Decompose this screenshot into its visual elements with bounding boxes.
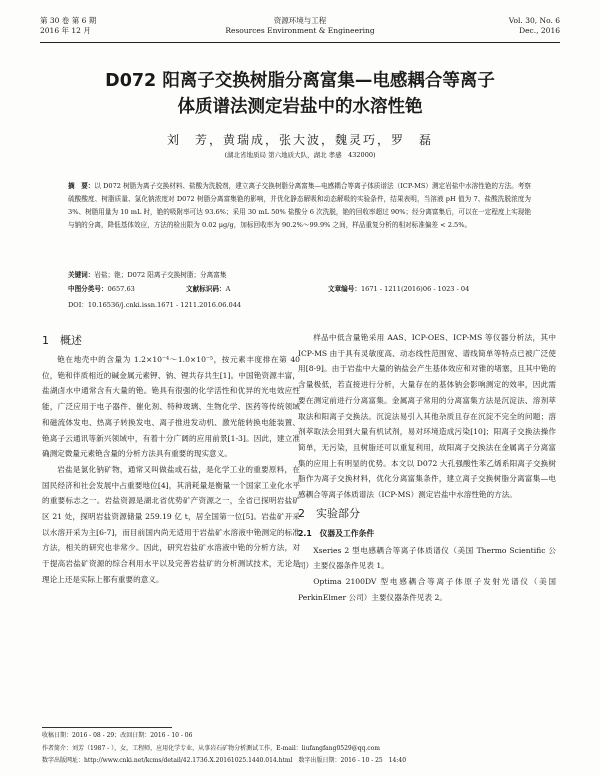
article-no-value: 1671 - 1211(2016)06 - 1023 - 04	[360, 285, 470, 293]
affiliation: (湖北省地质局 第六地质大队，湖北 孝感 432000)	[224, 151, 376, 159]
section-1-heading: 1 概述	[42, 334, 82, 347]
journal-name-en: Resources Environment & Engineering	[225, 26, 375, 35]
right-column	[298, 330, 556, 606]
issue-date-en: Dec., 2016	[519, 26, 560, 35]
digital-publication: 数字出版网址：http://www.cnki.net/kcms/detail/42.1736.X.20161025.1440.014.html 数字出版日期：2016 - 10 - 25 14:40	[42, 757, 407, 765]
section-1-paragraph-2: 岩盐是氯化钠矿物，通常又叫做盐或石盐，是化学工业的重要原料，在国民经济和社会发展中占重要地位[4]，其消耗量是衡量一个国家工业化水平的重要标志之一。岩盐资源是湖北省优势矿产资源之一，全省已探明岩盐矿区 21 处，探明岩盐资源储量 259.19 亿 t，居全国第一位[5]。岩盐矿开采以水溶开采为主[6-7]，而目前国内尚无适用于岩盐矿水溶液中铯测定的标准方法，相关的研究也非常少。因此，研究岩盐矿水溶液中铯的分析方法，对于提高岩盐矿资源的综合利用水平以及完善岩盐矿的分析测试技术，无论是理论上还是实际上都有重要的意义。	[42, 464, 300, 584]
section-2-paragraph-2: Optima 2100DV 型电感耦合等离子体原子发射光谱仪（美国 PerkinElmer 公司）主要仪器条件见表 2。	[298, 577, 556, 602]
clc-value: 0657.63	[107, 285, 135, 293]
title-line-2: 体质谱法测定岩盐中的水溶性铯	[177, 97, 423, 117]
abstract-text: 以 D072 树脂为离子交换材料、盐酸为洗脱剂，建立离子交换树脂分离富集—电感耦合等离子体质谱法（ICP-MS）测定岩盐中水溶性铯的方法。考察硫酸酸度、树脂质量、氯化钠浓度对 D072 树脂分离富集铯的影响，并优化静态解吸和动态解吸的实验条件，结果表明，当溶液 pH 值为 7、盐酸洗脱浓度为 3%、树脂用量为 10 mL 时，铯的吸附率可达 93.6%；采用 30 mL 50% 盐酸分 6 次洗脱，铯的回收率超过 90%；经分离富集后，可以在一定程度上实现铯与钠的分离，降低基体效应，方法的检出限为 0.02 μg/g，加标回收率为 90.2%～99.9% 之间，样品重复分析的相对标准偏差 < 2.5%。	[68, 182, 531, 229]
journal-name-cn: 资源环境与工程	[273, 16, 327, 25]
section-2-paragraph-1: Xseries 2 型电感耦合等离子体质谱仪（美国 Thermo Scientific 公司）主要仪器条件见表 1。	[298, 545, 556, 571]
abstract-label: 摘 要：	[68, 182, 95, 190]
keywords	[68, 269, 531, 281]
doi-label: DOI：	[68, 301, 88, 309]
article-no-label: 文章编号：	[328, 285, 361, 293]
section-2-1-heading: 2.1 仪器及工作条件	[298, 528, 375, 538]
volume-issue: 第 30 卷 第 6 期	[40, 16, 97, 25]
footnote-rule	[42, 727, 172, 728]
doc-code-value: A	[225, 285, 231, 293]
doi	[68, 299, 241, 309]
left-column	[42, 330, 300, 588]
footnotes	[42, 730, 558, 768]
doc-code-label: 文献标识码：	[186, 285, 226, 293]
document-code	[186, 283, 230, 295]
section-1-paragraph-1: 铯在地壳中的含量为 1.2×10⁻⁴～1.0×10⁻⁵，按元素丰度排在第 40 位，铯和伴质相近的碱金属元素钾、钠、锂共存共生[1]。中国铯资源丰富，盐湖卤水中通常含有大量的铯。铯具有很强的化学活性和优异的光电效应性能，广泛应用于电子器件、催化剂、特种玻璃、生物化学、医药等传统领域和磁流体发电、热离子转换发电、离子推进发动机、激光能转换电能装置、铯离子云通讯等新兴领域中，有着十分广阔的应用前景[1-3]。因此，建立准确测定微量元素铯含量的分析方法具有重要的现实意义。	[42, 355, 300, 459]
section-2-heading: 2 实验部分	[298, 506, 360, 520]
section-1-paragraph-3: 样品中低含量铯采用 AAS、ICP-OES、ICP-MS 等仪器分析法，其中 ICP-MS 由于具有灵敏度高、动态线性范围宽、谱线简单等特点已被广泛使用[8-9]。由于岩盐中大量的钠盐会产生基体效应和对锥的堵塞，且其中铯的含量极低，若直接进行分析，大量存在的基体钠会影响测定的效率，因此需要在测定前进行分离富集。金属离子常用的分离富集方法是沉淀法、溶剂萃取法和阳离子交换法。沉淀法易引入其他杂质且存在沉淀不完全的问题；溶剂萃取法会用到大量有机试剂，易对环境造成污染[10]；阳离子交换法操作简单，无污染，且树脂还可以重复利用，故阳离子交换法在金属离子分离富集的应用上有明显的优势。本文以 D072 大孔强酸性苯乙烯系阳离子交换树脂作为离子交换材料，优化分离富集条件，建立离子交换树脂分离富集—电感耦合等离子体质谱法（ICP-MS）测定岩盐中水溶性铯的方法。	[298, 333, 556, 500]
title-line-1: D072 阳离子交换树脂分离富集—电感耦合等离子	[105, 71, 495, 91]
header-center	[40, 16, 560, 36]
article-number	[328, 283, 469, 295]
paper-title	[40, 68, 560, 120]
header-rule	[40, 42, 560, 43]
keywords-text: 岩盐；铯；D072 阳离子交换树脂；分离富集	[94, 271, 227, 279]
received-date: 收稿日期：2016 - 08 - 29；改回日期：2016 - 10 - 06	[42, 732, 193, 739]
author-bio: 作者简介：刘芳（1987 - ），女，工程师，应用化学专业，从事岩石矿物分析测试工作，E-mail：liufangfang0529@qq.com	[42, 744, 380, 752]
keywords-label: 关键词：	[68, 271, 95, 279]
author-list: 刘 芳，黄瑞成，张大波，魏灵巧，罗 磊	[166, 133, 433, 147]
clc-label: 中图分类号：	[68, 285, 108, 293]
clc-number	[68, 283, 135, 295]
issue-date: 2016 年 12 月	[40, 26, 91, 35]
header-right	[509, 16, 560, 36]
volume-issue-en: Vol. 30, No. 6	[508, 16, 560, 25]
abstract	[68, 180, 531, 232]
doi-value: 10.16536/j.cnki.issn.1671 - 1211.2016.06.044	[87, 301, 242, 309]
